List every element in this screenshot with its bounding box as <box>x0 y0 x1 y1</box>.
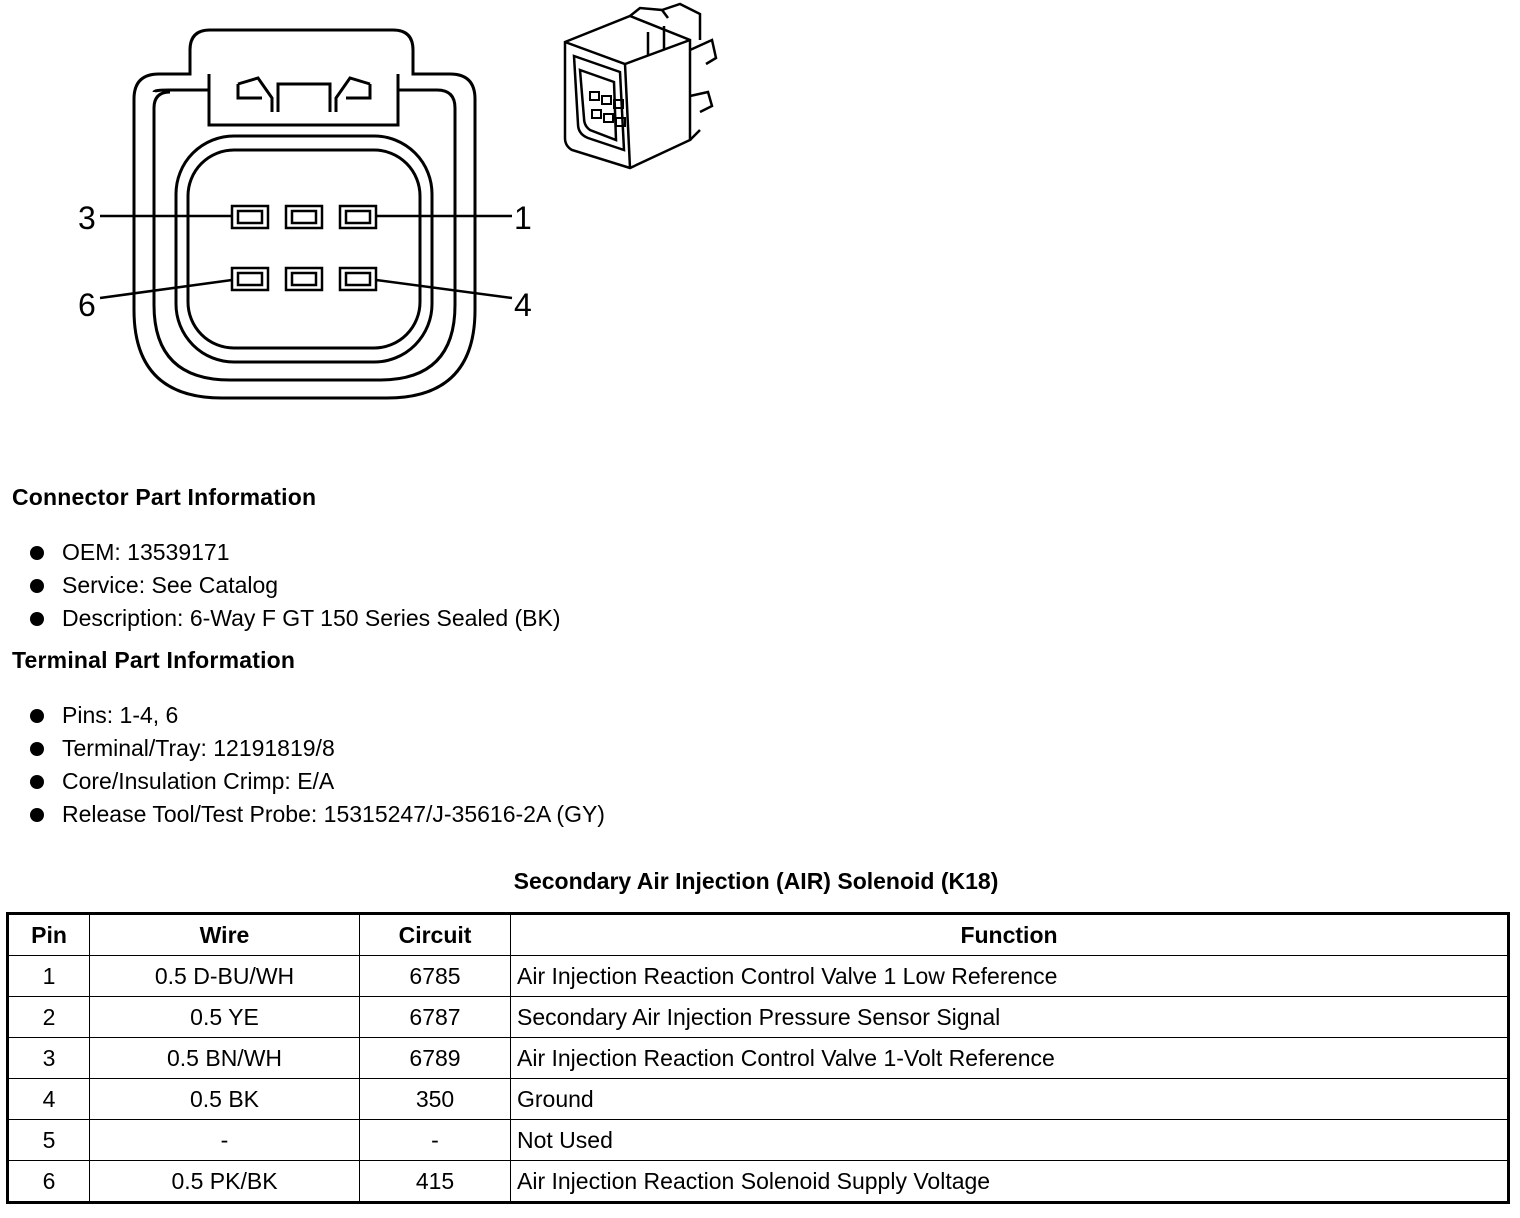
bullet-icon <box>30 612 44 626</box>
terminal-info-heading: Terminal Part Information <box>12 647 296 673</box>
pin-cavities <box>232 206 376 290</box>
bullet-icon <box>30 775 44 789</box>
connector-face-view <box>100 30 512 398</box>
bullet-icon <box>30 709 44 723</box>
wire-cell: 0.5 YE <box>90 997 360 1038</box>
list-item <box>30 569 561 602</box>
table-row <box>8 956 1509 997</box>
bullet-icon <box>30 742 44 756</box>
column-header-pin: Pin <box>8 914 90 956</box>
info-text: OEM: 13539171 <box>62 539 230 565</box>
pin-cell: 2 <box>8 997 90 1038</box>
list-item <box>30 765 605 798</box>
info-text: Release Tool/Test Probe: 15315247/J-35616-2A (GY) <box>62 801 605 827</box>
circuit-cell: 6785 <box>360 956 511 997</box>
pin-label-1: 1 <box>514 200 532 236</box>
pin-cell: 1 <box>8 956 90 997</box>
info-text: Service: See Catalog <box>62 572 279 598</box>
pin-label-6: 6 <box>78 287 96 323</box>
circuit-cell: 415 <box>360 1161 511 1203</box>
wire-cell: 0.5 BK <box>90 1079 360 1120</box>
column-header-circuit: Circuit <box>360 914 511 956</box>
pin-cell: 3 <box>8 1038 90 1079</box>
function-cell: Air Injection Reaction Control Valve 1-Volt Reference <box>511 1038 1509 1079</box>
info-text: Description: 6-Way F GT 150 Series Sealed (BK) <box>62 605 561 631</box>
function-cell: Secondary Air Injection Pressure Sensor Signal <box>511 997 1509 1038</box>
connector-info-heading: Connector Part Information <box>12 484 317 510</box>
column-header-wire: Wire <box>90 914 360 956</box>
list-item <box>30 699 605 732</box>
circuit-cell: - <box>360 1120 511 1161</box>
table-row <box>8 1161 1509 1203</box>
pin-cell: 5 <box>8 1120 90 1161</box>
connector-isometric-view <box>565 4 716 168</box>
wire-cell: - <box>90 1120 360 1161</box>
connector-diagram <box>0 0 760 460</box>
column-header-function: Function <box>511 914 1509 956</box>
circuit-cell: 6787 <box>360 997 511 1038</box>
table-row <box>8 997 1509 1038</box>
pin-cell: 4 <box>8 1079 90 1120</box>
function-cell: Not Used <box>511 1120 1509 1161</box>
pin-table <box>6 912 1510 1204</box>
wire-cell: 0.5 PK/BK <box>90 1161 360 1203</box>
bullet-icon <box>30 808 44 822</box>
info-text: Pins: 1-4, 6 <box>62 702 179 728</box>
pin-label-4: 4 <box>514 287 532 323</box>
info-text: Core/Insulation Crimp: E/A <box>62 768 335 794</box>
table-row <box>8 1079 1509 1120</box>
function-cell: Ground <box>511 1079 1509 1120</box>
list-item <box>30 602 561 635</box>
function-cell: Air Injection Reaction Control Valve 1 Low Reference <box>511 956 1509 997</box>
table-row <box>8 1120 1509 1161</box>
circuit-cell: 6789 <box>360 1038 511 1079</box>
table-title: Secondary Air Injection (AIR) Solenoid (K18) <box>513 868 999 894</box>
wire-cell: 0.5 BN/WH <box>90 1038 360 1079</box>
function-cell: Air Injection Reaction Solenoid Supply Voltage <box>511 1161 1509 1203</box>
bullet-icon <box>30 546 44 560</box>
wire-cell: 0.5 D-BU/WH <box>90 956 360 997</box>
table-header-row <box>8 914 1509 956</box>
info-text: Terminal/Tray: 12191819/8 <box>62 735 335 761</box>
pin-cell: 6 <box>8 1161 90 1203</box>
bullet-icon <box>30 579 44 593</box>
connector-info-list <box>30 536 561 635</box>
circuit-cell: 350 <box>360 1079 511 1120</box>
list-item <box>30 732 605 765</box>
pin-label-3: 3 <box>78 200 96 236</box>
list-item <box>30 798 605 831</box>
table-row <box>8 1038 1509 1079</box>
list-item <box>30 536 561 569</box>
terminal-info-list <box>30 699 605 831</box>
